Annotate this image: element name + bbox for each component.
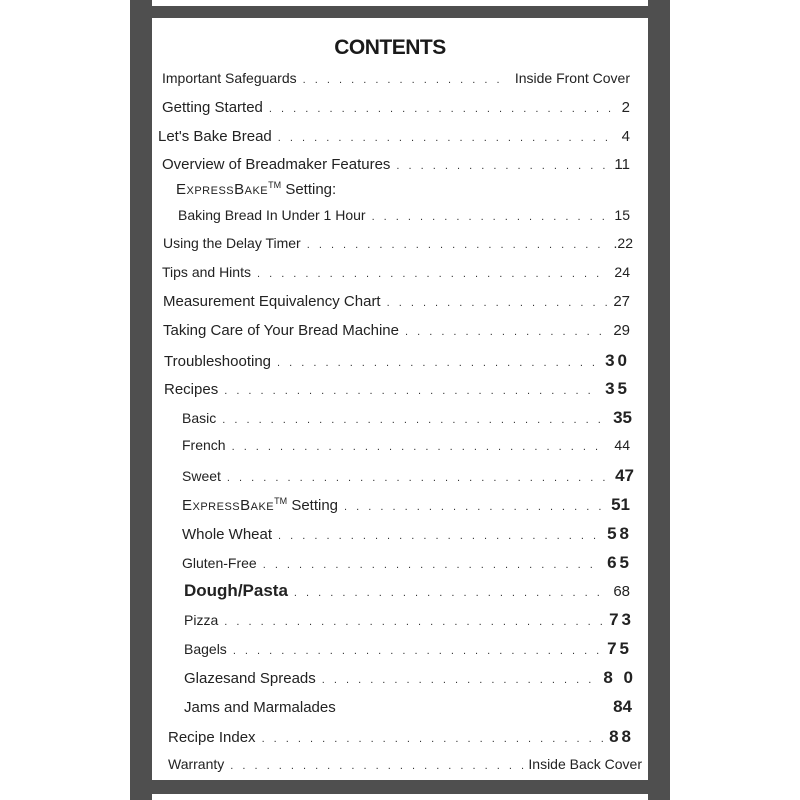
dot-leader — [227, 472, 609, 484]
toc-entry — [182, 466, 634, 486]
dot-leader — [232, 441, 609, 453]
toc-entry-label: Tips and Hints — [162, 264, 251, 280]
dot-leader — [322, 674, 598, 686]
toc-entry — [164, 379, 630, 399]
toc-entry-label: Getting Started — [162, 99, 263, 116]
dot-leader — [222, 414, 607, 426]
toc-entry — [184, 697, 632, 717]
toc-entry — [178, 207, 630, 223]
toc-entry-label: Bagels — [184, 641, 227, 657]
toc-entry — [182, 495, 630, 515]
toc-entry-label: Sweet — [182, 468, 221, 484]
toc-entry-page: 51 — [611, 495, 630, 514]
toc-entry — [182, 553, 632, 573]
toc-entry-label: French — [182, 437, 226, 453]
previous-page-edge — [152, 0, 648, 6]
toc-entry — [182, 408, 632, 428]
dot-leader — [372, 211, 609, 223]
toc-entry-page: 8 0 — [603, 668, 636, 687]
toc-entry-page: 30 — [605, 351, 630, 370]
toc-entry — [184, 668, 636, 688]
toc-entry-label: Let's Bake Bread — [158, 128, 272, 145]
toc-entry-page: 2 — [621, 99, 630, 116]
toc-entry-page: 29 — [613, 322, 630, 339]
toc-entry-page: 44 — [614, 437, 630, 453]
dot-leader — [307, 239, 608, 251]
toc-entry-label: Baking Bread In Under 1 Hour — [178, 207, 366, 223]
toc-entry — [168, 727, 634, 747]
toc-entry — [162, 99, 630, 116]
toc-entry-page: 84 — [613, 697, 632, 716]
toc-entry-page: Inside Front Cover — [514, 70, 630, 86]
dot-leader — [344, 501, 605, 513]
contents-page — [152, 18, 648, 780]
toc-entry-label: ExpressBake™ Setting — [182, 496, 339, 514]
dot-leader — [230, 760, 524, 772]
toc-entry-label: Taking Care of Your Bread Machine — [163, 322, 399, 339]
toc-entry-label: Basic — [182, 410, 217, 426]
toc-entry-label: Overview of Breadmaker Features — [162, 156, 391, 173]
toc-entry-page: 75 — [607, 639, 632, 658]
toc-entry — [168, 756, 642, 772]
toc-entry-label: Gluten-Free — [182, 555, 257, 571]
expressbake-heading: ExpressBake™ Setting: — [176, 180, 337, 198]
dot-leader — [224, 385, 599, 397]
toc-entry-label: Jams and Marmalades — [184, 699, 336, 716]
toc-entry — [163, 293, 630, 310]
toc-entry — [163, 322, 630, 339]
toc-entry-page: 27 — [613, 293, 630, 310]
dot-leader — [233, 645, 601, 657]
toc-entry-page: 68 — [613, 583, 630, 600]
toc-entry-page: 65 — [607, 553, 632, 572]
dot-leader — [405, 326, 607, 338]
toc-entry — [182, 524, 632, 544]
toc-entry-label: Whole Wheat — [182, 526, 273, 543]
toc-entry-label: Pizza — [184, 612, 219, 628]
next-page-edge — [152, 794, 648, 800]
toc-entry-page: 4 — [621, 128, 630, 145]
toc-entry-page: 88 — [609, 727, 634, 746]
toc-entry-page: 35 — [605, 379, 630, 398]
toc-entry-label: Measurement Equivalency Chart — [163, 293, 381, 310]
dot-leader — [262, 733, 604, 745]
toc-entry-label: Glazesand Spreads — [184, 670, 316, 687]
toc-entry — [162, 264, 630, 280]
toc-entry-label: Important Safeguards — [162, 70, 297, 86]
toc-entry — [182, 437, 630, 453]
toc-entry-label: Recipe Index — [168, 729, 256, 746]
toc-entry-page: 35 — [613, 408, 632, 427]
dot-leader — [263, 559, 601, 571]
toc-entry — [163, 235, 633, 251]
toc-entry-page: Inside Back Cover — [528, 756, 642, 772]
toc-entry — [184, 610, 634, 630]
toc-entry-page: 24 — [614, 264, 630, 280]
toc-entry — [184, 581, 630, 601]
toc-entry-label: Using the Delay Timer — [163, 235, 301, 251]
toc-entry — [164, 351, 630, 371]
toc-entry-page: 58 — [607, 524, 632, 543]
page-title: CONTENTS — [334, 36, 446, 59]
dot-leader — [269, 103, 616, 115]
toc-entry — [162, 156, 630, 173]
dot-leader — [387, 297, 608, 309]
dot-leader — [396, 160, 608, 172]
dot-leader — [303, 74, 509, 86]
toc-entry-label: Recipes — [164, 381, 219, 398]
toc-entry-page: 47 — [615, 466, 634, 485]
dot-leader — [257, 268, 608, 280]
toc-entry-page: .22 — [613, 235, 633, 251]
toc-entry — [162, 70, 630, 86]
toc-entry-page: 73 — [609, 610, 634, 629]
toc-entry-label: Warranty — [168, 756, 225, 772]
dot-leader — [277, 357, 599, 369]
toc-entry — [158, 128, 630, 145]
toc-entry-label: Dough/Pasta — [184, 581, 288, 600]
toc-entry — [184, 639, 632, 659]
dot-leader — [294, 587, 607, 599]
toc-entry-label: Troubleshooting — [164, 353, 272, 370]
dot-leader — [224, 616, 603, 628]
dot-leader — [278, 530, 601, 542]
dot-leader — [278, 132, 616, 144]
toc-entry-page: 15 — [614, 207, 630, 223]
toc-entry-page: 11 — [614, 156, 630, 173]
